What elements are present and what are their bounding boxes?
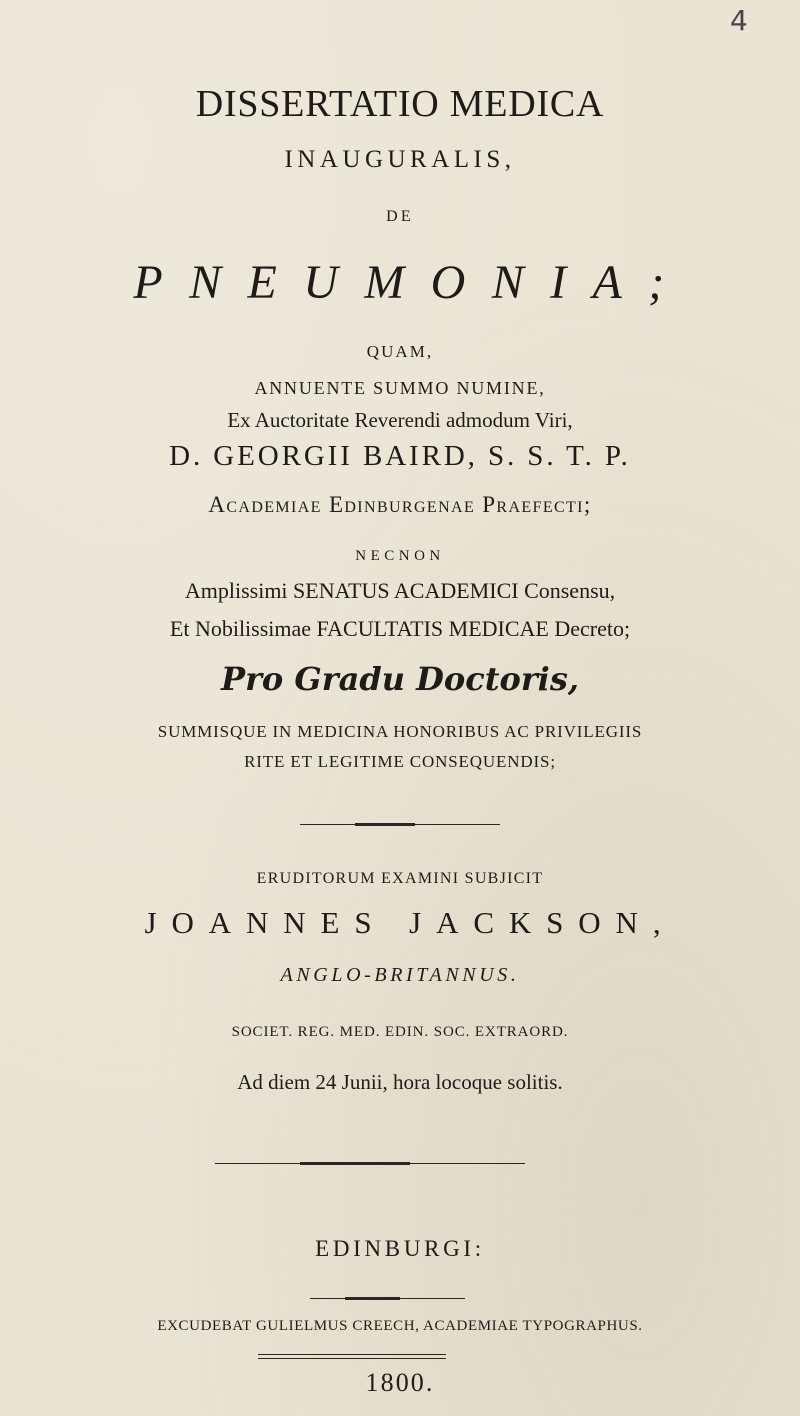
facultatis-line: Et Nobilissimae FACULTATIS MEDICAE Decreto; xyxy=(169,616,631,641)
annuente-line: ANNUENTE SUMMO NUMINE, xyxy=(254,378,546,398)
inauguralis-heading: INAUGURALIS, xyxy=(284,146,516,173)
subject-pneumonia: PNEUMONIA; xyxy=(133,256,691,309)
page-number-mark: 4 xyxy=(730,4,748,37)
date-line: Ad diem 24 Junii, hora locoque solitis. xyxy=(237,1070,563,1094)
academiae-line: Academiae Edinburgenae Praefecti; xyxy=(208,492,592,517)
author-nation: ANGLO-BRITANNUS. xyxy=(280,964,520,986)
de-heading: DE xyxy=(386,208,414,225)
summisque-line-1: SUMMISQUE IN MEDICINA HONORIBUS AC PRIVILEGIIS xyxy=(157,722,643,741)
summisque-line-2: RITE ET LEGITIME CONSEQUENDIS; xyxy=(244,752,556,771)
divider-rule-4 xyxy=(258,1354,446,1355)
pro-gradu-doctoris: Pro Gradu Doctoris, xyxy=(221,660,579,698)
divider-rule-1-thick xyxy=(355,823,415,826)
year-line: 1800. xyxy=(365,1368,435,1397)
quam-line: QUAM, xyxy=(366,342,434,361)
society-line: SOCIET. REG. MED. EDIN. SOC. EXTRAORD. xyxy=(231,1024,569,1040)
dissertation-title: DISSERTATIO MEDICA xyxy=(195,83,605,125)
necnon-line: NECNON xyxy=(355,548,445,564)
printer-line: EXCUDEBAT GULIELMUS CREECH, ACADEMIAE TYPOGRAPHUS. xyxy=(157,1318,643,1334)
eruditorum-line: ERUDITORUM EXAMINI SUBJICIT xyxy=(256,870,544,887)
baird-name: D. GEORGII BAIRD, S. S. T. P. xyxy=(169,440,631,472)
city-line: EDINBURGI: xyxy=(315,1236,485,1261)
auctoritate-line: Ex Auctoritate Reverendi admodum Viri, xyxy=(227,408,573,432)
divider-rule-3-thick xyxy=(345,1297,400,1300)
author-name: JOANNES JACKSON, xyxy=(144,905,676,940)
divider-rule-2-thick xyxy=(300,1162,410,1165)
divider-rule-4b xyxy=(258,1358,446,1359)
senatus-line: Amplissimi SENATUS ACADEMICI Consensu, xyxy=(184,578,616,603)
